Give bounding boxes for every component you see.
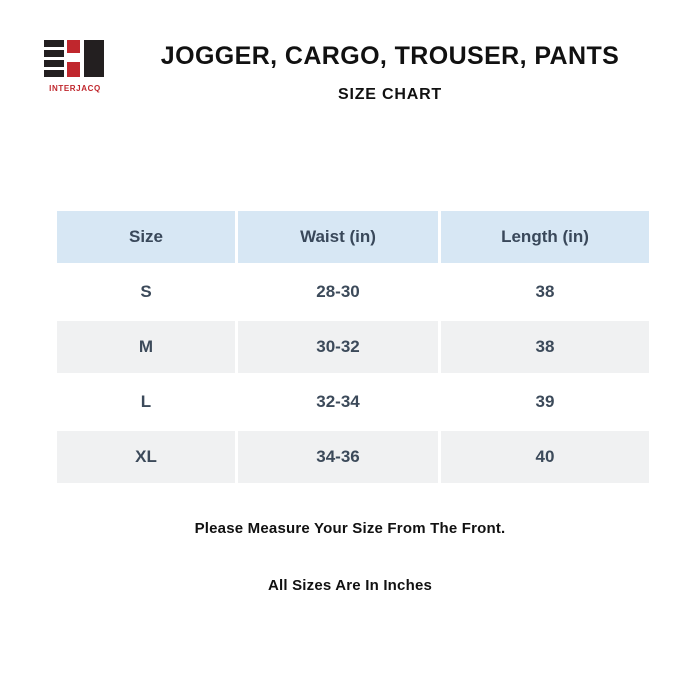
column-header-size: Size	[57, 211, 235, 263]
cell-waist: 30-32	[238, 321, 438, 373]
logo-bar-2	[44, 50, 64, 57]
measure-note: Please Measure Your Size From The Front.	[194, 520, 506, 537]
table-row	[57, 376, 649, 428]
cell-length: 38	[441, 266, 649, 318]
cell-size: XL	[57, 431, 235, 483]
logo-bar-3	[44, 60, 64, 67]
column-header-length: Length (in)	[441, 211, 649, 263]
cell-size: M	[57, 321, 235, 373]
logo-square-top	[67, 40, 80, 53]
logo-bar-1	[44, 40, 64, 47]
table-header-row	[57, 211, 649, 263]
brand-logo	[38, 38, 112, 100]
brand-name: INTERJACQ	[49, 84, 101, 93]
logo-square-bottom	[67, 62, 80, 77]
page-subtitle: SIZE CHART	[338, 86, 442, 103]
interjacq-logo-icon	[38, 38, 112, 82]
size-table	[54, 208, 652, 486]
cell-length: 40	[441, 431, 649, 483]
cell-size: L	[57, 376, 235, 428]
cell-length: 38	[441, 321, 649, 373]
cell-waist: 28-30	[238, 266, 438, 318]
table-row	[57, 431, 649, 483]
cell-size: S	[57, 266, 235, 318]
page-title: JOGGER, CARGO, TROUSER, PANTS	[160, 42, 620, 70]
column-header-waist: Waist (in)	[238, 211, 438, 263]
table-row	[57, 266, 649, 318]
footer-notes	[0, 520, 700, 594]
size-table-container	[54, 208, 646, 486]
header	[0, 34, 700, 124]
cell-length: 39	[441, 376, 649, 428]
cell-waist: 34-36	[238, 431, 438, 483]
table-row	[57, 321, 649, 373]
cell-waist: 32-34	[238, 376, 438, 428]
units-note: All Sizes Are In Inches	[267, 577, 433, 594]
logo-bar-4	[44, 70, 64, 77]
logo-bar-right	[84, 40, 104, 77]
